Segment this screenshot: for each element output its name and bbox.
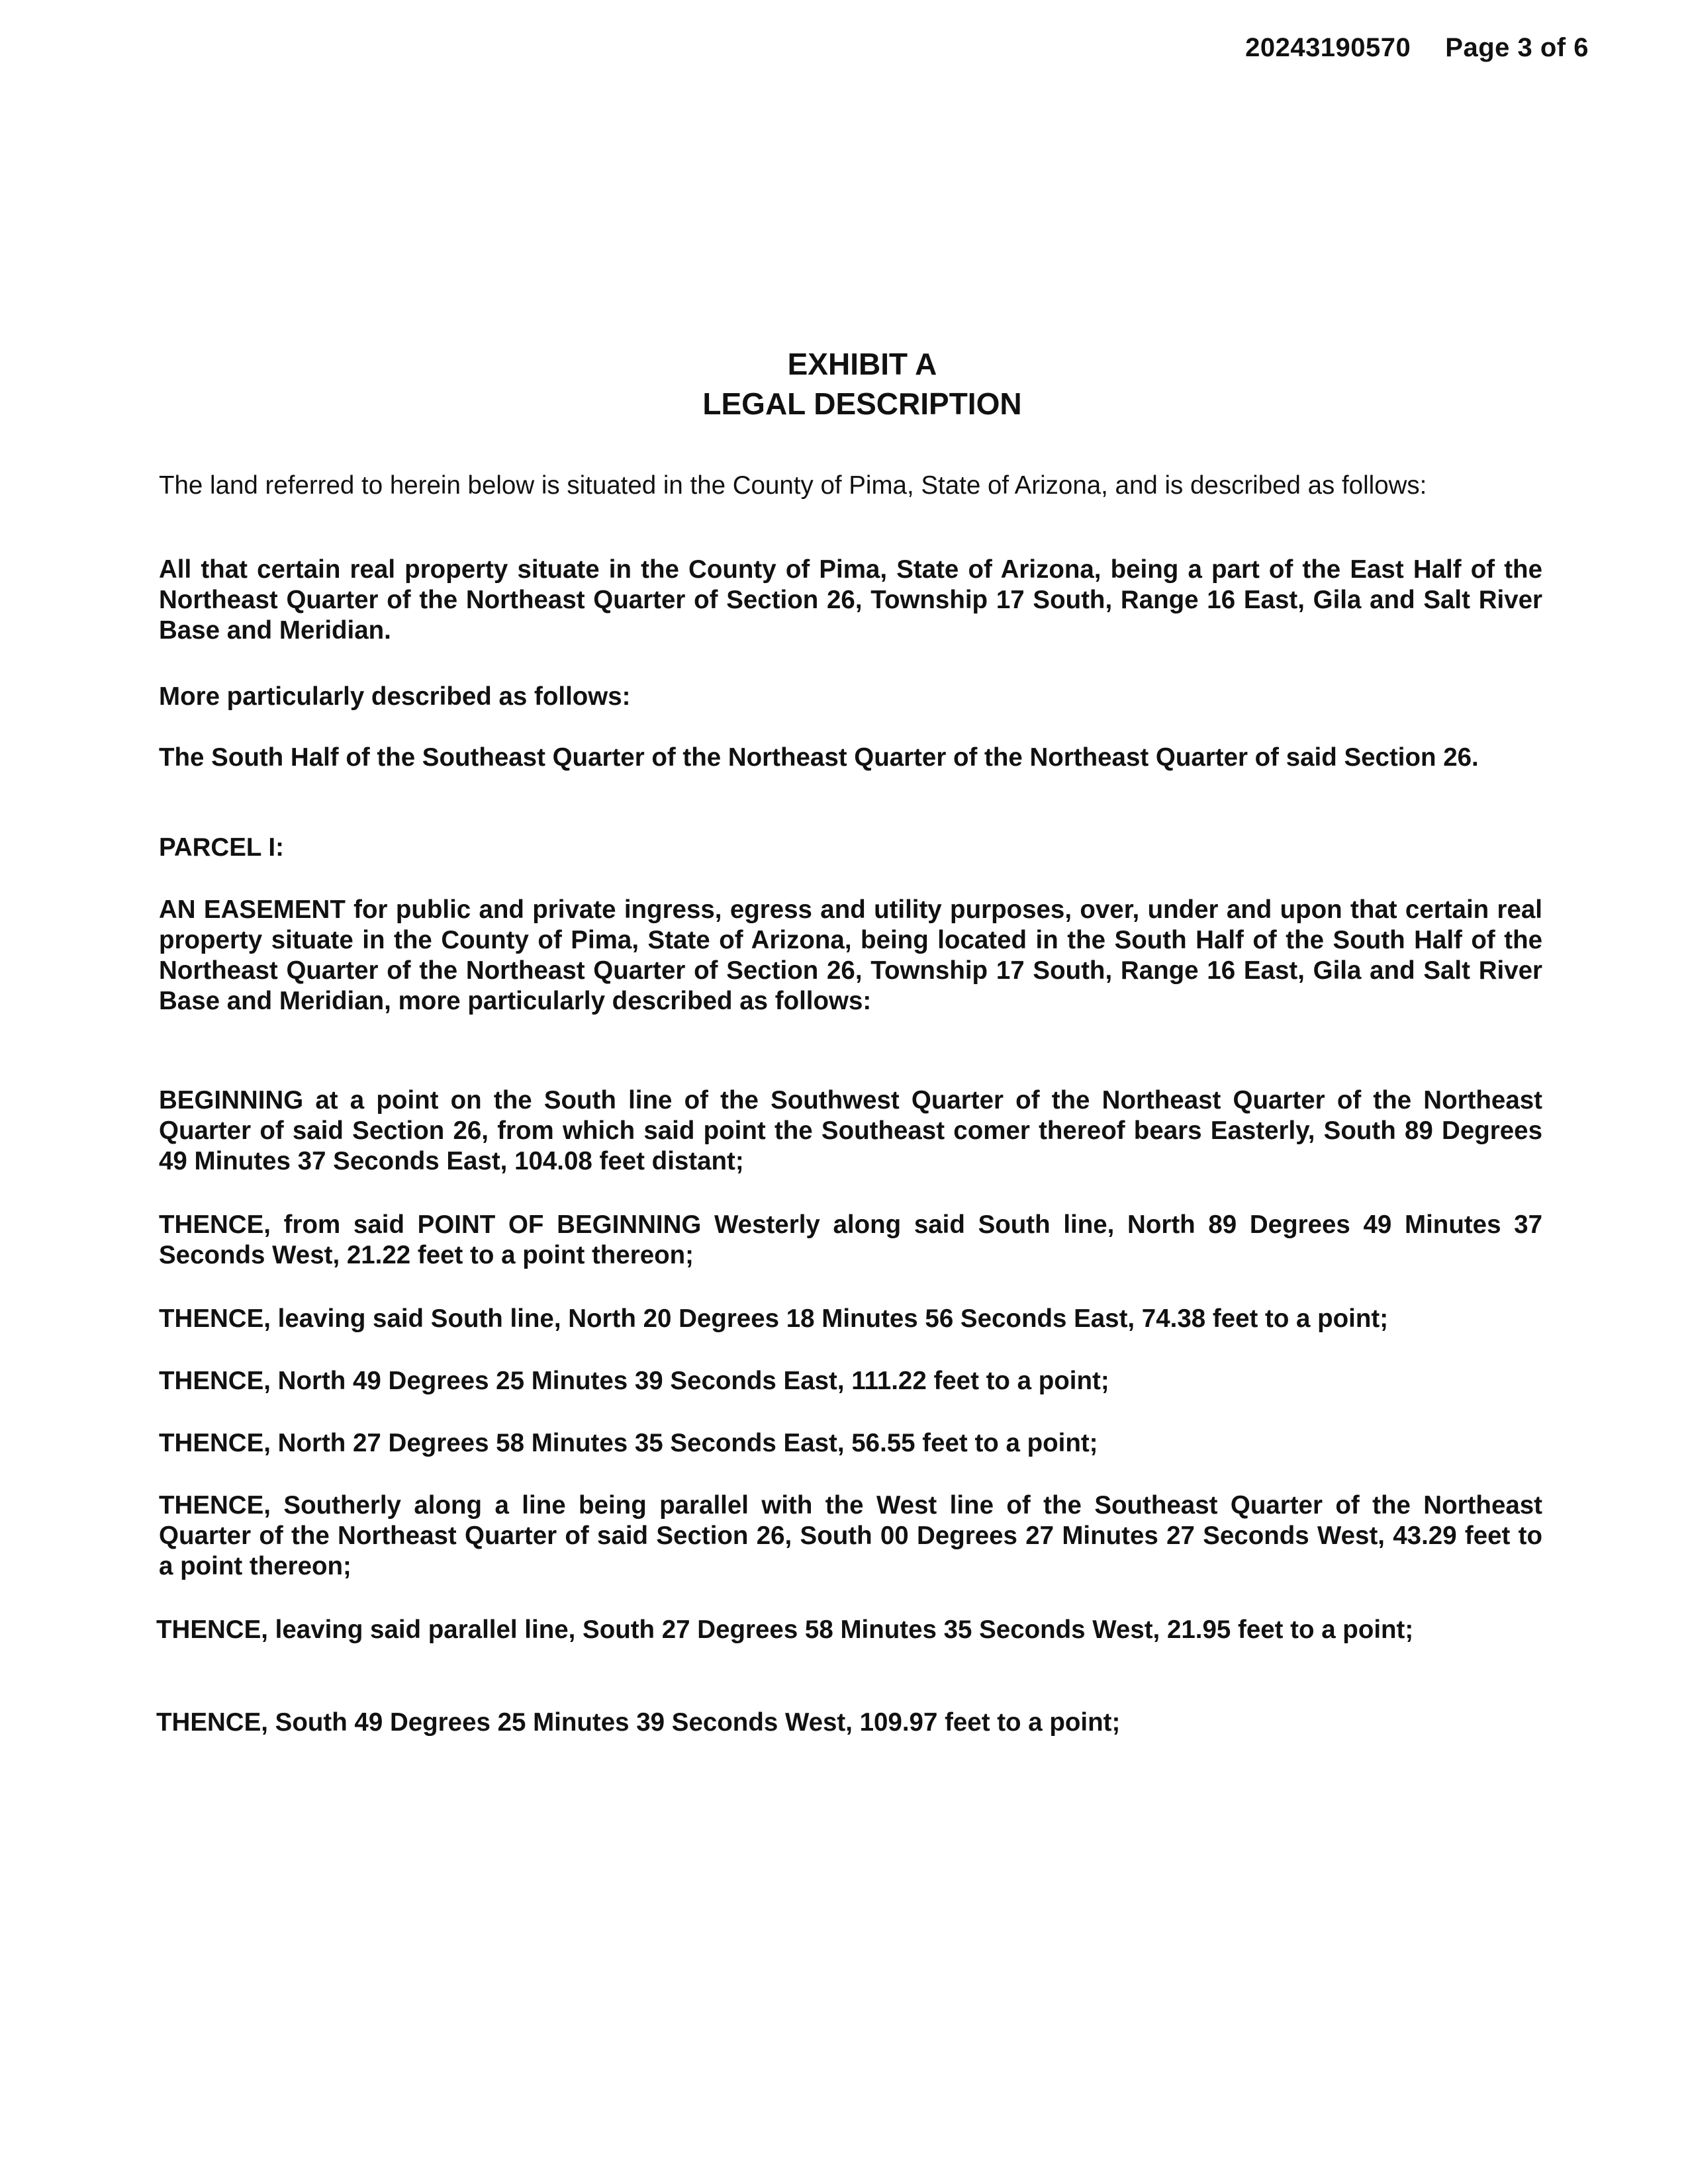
thence-paragraph-1: THENCE, from said POINT OF BEGINNING Westerly along said South line, North 89 Degrees 49 Minutes 37 Seconds West, 21.22 feet to a point thereon; [159,1210,1542,1269]
thence-paragraph-2: THENCE, leaving said South line, North 20 Degrees 18 Minutes 56 Seconds East, 74.38 feet to a point; [159,1304,1389,1333]
legal-description-heading: LEGAL DESCRIPTION [702,387,1022,421]
recording-header [1245,33,1589,63]
intro-statement: The land referred to herein below is situated in the County of Pima, State of Arizona, and is described as follows: [159,471,1427,500]
thence-paragraph-5: THENCE, Southerly along a line being parallel with the West line of the Southeast Quarter of the Northeast Quarter of the Northeast Quarter of said Section 26, South 00 Degrees 27 Minutes 27 Seconds West, 43.29 feet to a point thereon; [159,1491,1542,1580]
easement-paragraph: AN EASEMENT for public and private ingress, egress and utility purposes, over, under and upon that certain real property situate in the County of Pima, State of Arizona, being located in the South Half of the South Half of the Northeast Quarter of the Northeast Quarter of Section 26, Township 17 South, Range 16 East, Gila and Salt River Base and Meridian, more particularly described as follows: [159,895,1542,1015]
south-half-paragraph: The South Half of the Southeast Quarter of the Northeast Quarter of the Northeast Quarter of said Section 26. [159,743,1479,772]
exhibit-heading: EXHIBIT A [787,347,937,381]
document-number: 20243190570 [1245,33,1411,62]
property-description-paragraph: All that certain real property situate in the County of Pima, State of Arizona, being a part of the East Half of the Northeast Quarter of the Northeast Quarter of Section 26, Township 17 South, Range 16 East, Gila and Salt River Base and Meridian. [159,555,1542,645]
particular-description-lead: More particularly described as follows: [159,682,631,711]
thence-paragraph-6: THENCE, leaving said parallel line, South 27 Degrees 58 Minutes 35 Seconds West, 21.95 feet to a point; [156,1615,1414,1644]
thence-paragraph-3: THENCE, North 49 Degrees 25 Minutes 39 Seconds East, 111.22 feet to a point; [159,1367,1109,1395]
parcel-heading: PARCEL I: [159,833,284,862]
page-number: Page 3 of 6 [1445,33,1589,62]
exhibit-title [0,344,1688,424]
thence-paragraph-7: THENCE, South 49 Degrees 25 Minutes 39 Seconds West, 109.97 feet to a point; [156,1708,1121,1737]
thence-paragraph-4: THENCE, North 27 Degrees 58 Minutes 35 Seconds East, 56.55 feet to a point; [159,1429,1098,1457]
beginning-paragraph: BEGINNING at a point on the South line of the Southwest Quarter of the Northeast Quarter of the Northeast Quarter of said Section 26, from which said point the Southeast comer thereof bears Easterly, South 89 Degrees 49 Minutes 37 Seconds East, 104.08 feet distant; [159,1086,1542,1175]
